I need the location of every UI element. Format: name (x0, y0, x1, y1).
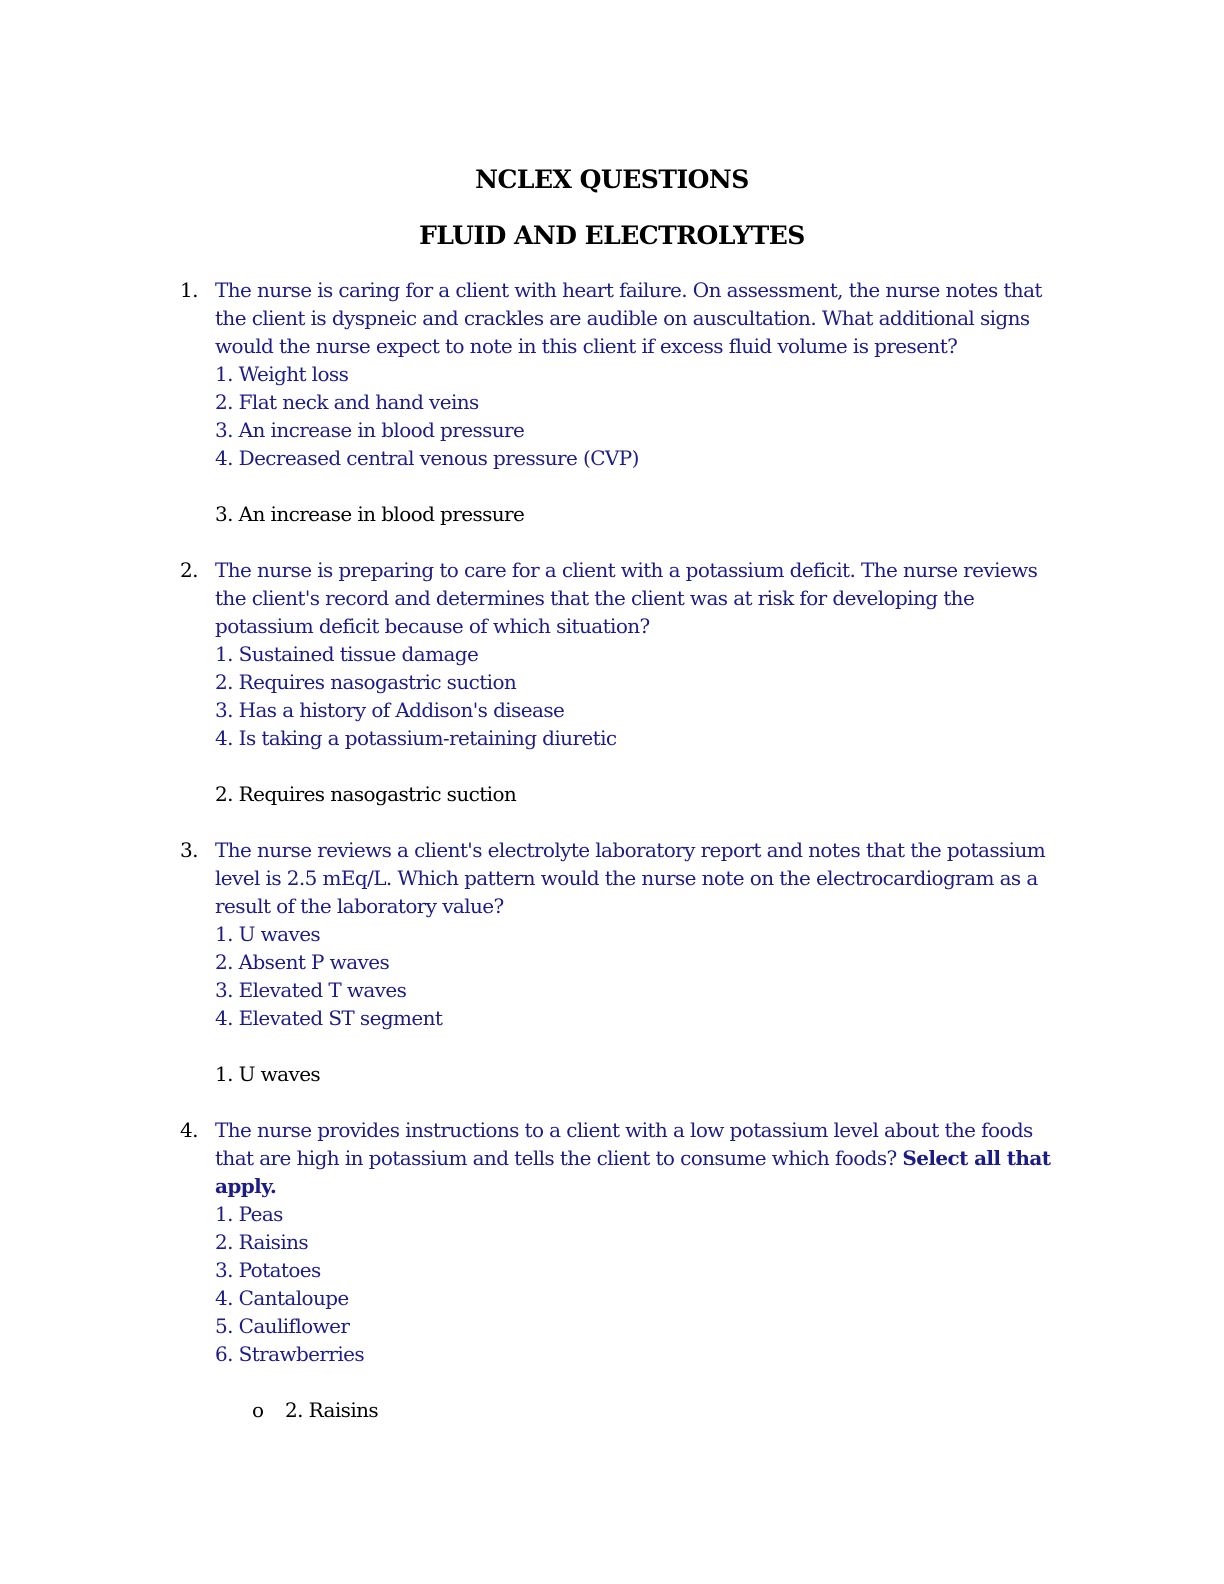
question-number: 3. (180, 838, 198, 862)
question-4 (180, 1116, 1224, 1368)
question-body (215, 276, 1071, 472)
question-text-bold: Select all that apply. (215, 1146, 1051, 1198)
option: 3. Elevated T waves (215, 978, 407, 1002)
question-text: The nurse provides instructions to a client with a low potassium level about the foods that are high in potassium and tells the client to consume which foods? (215, 1118, 1033, 1170)
answer-text: 2. Requires nasogastric suction (215, 782, 517, 806)
option: 1. Weight loss (215, 362, 349, 386)
option: 2. Absent P waves (215, 950, 390, 974)
option: 2. Flat neck and hand veins (215, 390, 479, 414)
option: 4. Decreased central venous pressure (CVP) (215, 446, 639, 470)
answer-text: 1. U waves (215, 1062, 321, 1086)
question-number: 2. (180, 558, 198, 582)
answer-text: 3. An increase in blood pressure (215, 502, 525, 526)
option: 2. Raisins (215, 1230, 309, 1254)
answer-text: 2. Raisins (285, 1398, 379, 1422)
bullet-marker: o (252, 1398, 264, 1422)
option: 1. Sustained tissue damage (215, 642, 479, 666)
question-number: 1. (180, 278, 198, 302)
option: 4. Cantaloupe (215, 1286, 349, 1310)
question-1 (180, 276, 1224, 472)
question-text: The nurse is caring for a client with heart failure. On assessment, the nurse notes that the client is dyspneic and crackles are audible on auscultation. What additional signs would the nurse expect to note in this client if excess fluid volume is present? (215, 278, 1042, 358)
option: 6. Strawberries (215, 1342, 365, 1366)
document-title: NCLEX QUESTIONS (475, 165, 749, 194)
option: 1. Peas (215, 1202, 283, 1226)
question-text: The nurse is preparing to care for a client with a potassium deficit. The nurse reviews the client's record and determines that the client was at risk for developing the potassium deficit because of which situation? (215, 558, 1038, 638)
question-text: The nurse reviews a client's electrolyte laboratory report and notes that the potassium level is 2.5 mEq/L. Which pattern would the nurse note on the electrocardiogram as a result of the laboratory value? (215, 838, 1046, 918)
option: 5. Cauliflower (215, 1314, 350, 1338)
answer-row (252, 1396, 1224, 1424)
option: 4. Is taking a potassium-retaining diuretic (215, 726, 617, 750)
question-number: 4. (180, 1118, 198, 1142)
option: 1. U waves (215, 922, 321, 946)
document-body (180, 276, 1224, 1424)
question-body (215, 556, 1071, 752)
question-2 (180, 556, 1224, 752)
option: 3. Has a history of Addison's disease (215, 698, 565, 722)
option: 2. Requires nasogastric suction (215, 670, 517, 694)
question-3 (180, 836, 1224, 1032)
option: 3. Potatoes (215, 1258, 321, 1282)
document-subtitle: FLUID AND ELECTROLYTES (419, 221, 805, 250)
question-body (215, 1116, 1071, 1368)
option: 3. An increase in blood pressure (215, 418, 525, 442)
document-header (0, 164, 1224, 252)
option: 4. Elevated ST segment (215, 1006, 443, 1030)
question-body (215, 836, 1071, 1032)
